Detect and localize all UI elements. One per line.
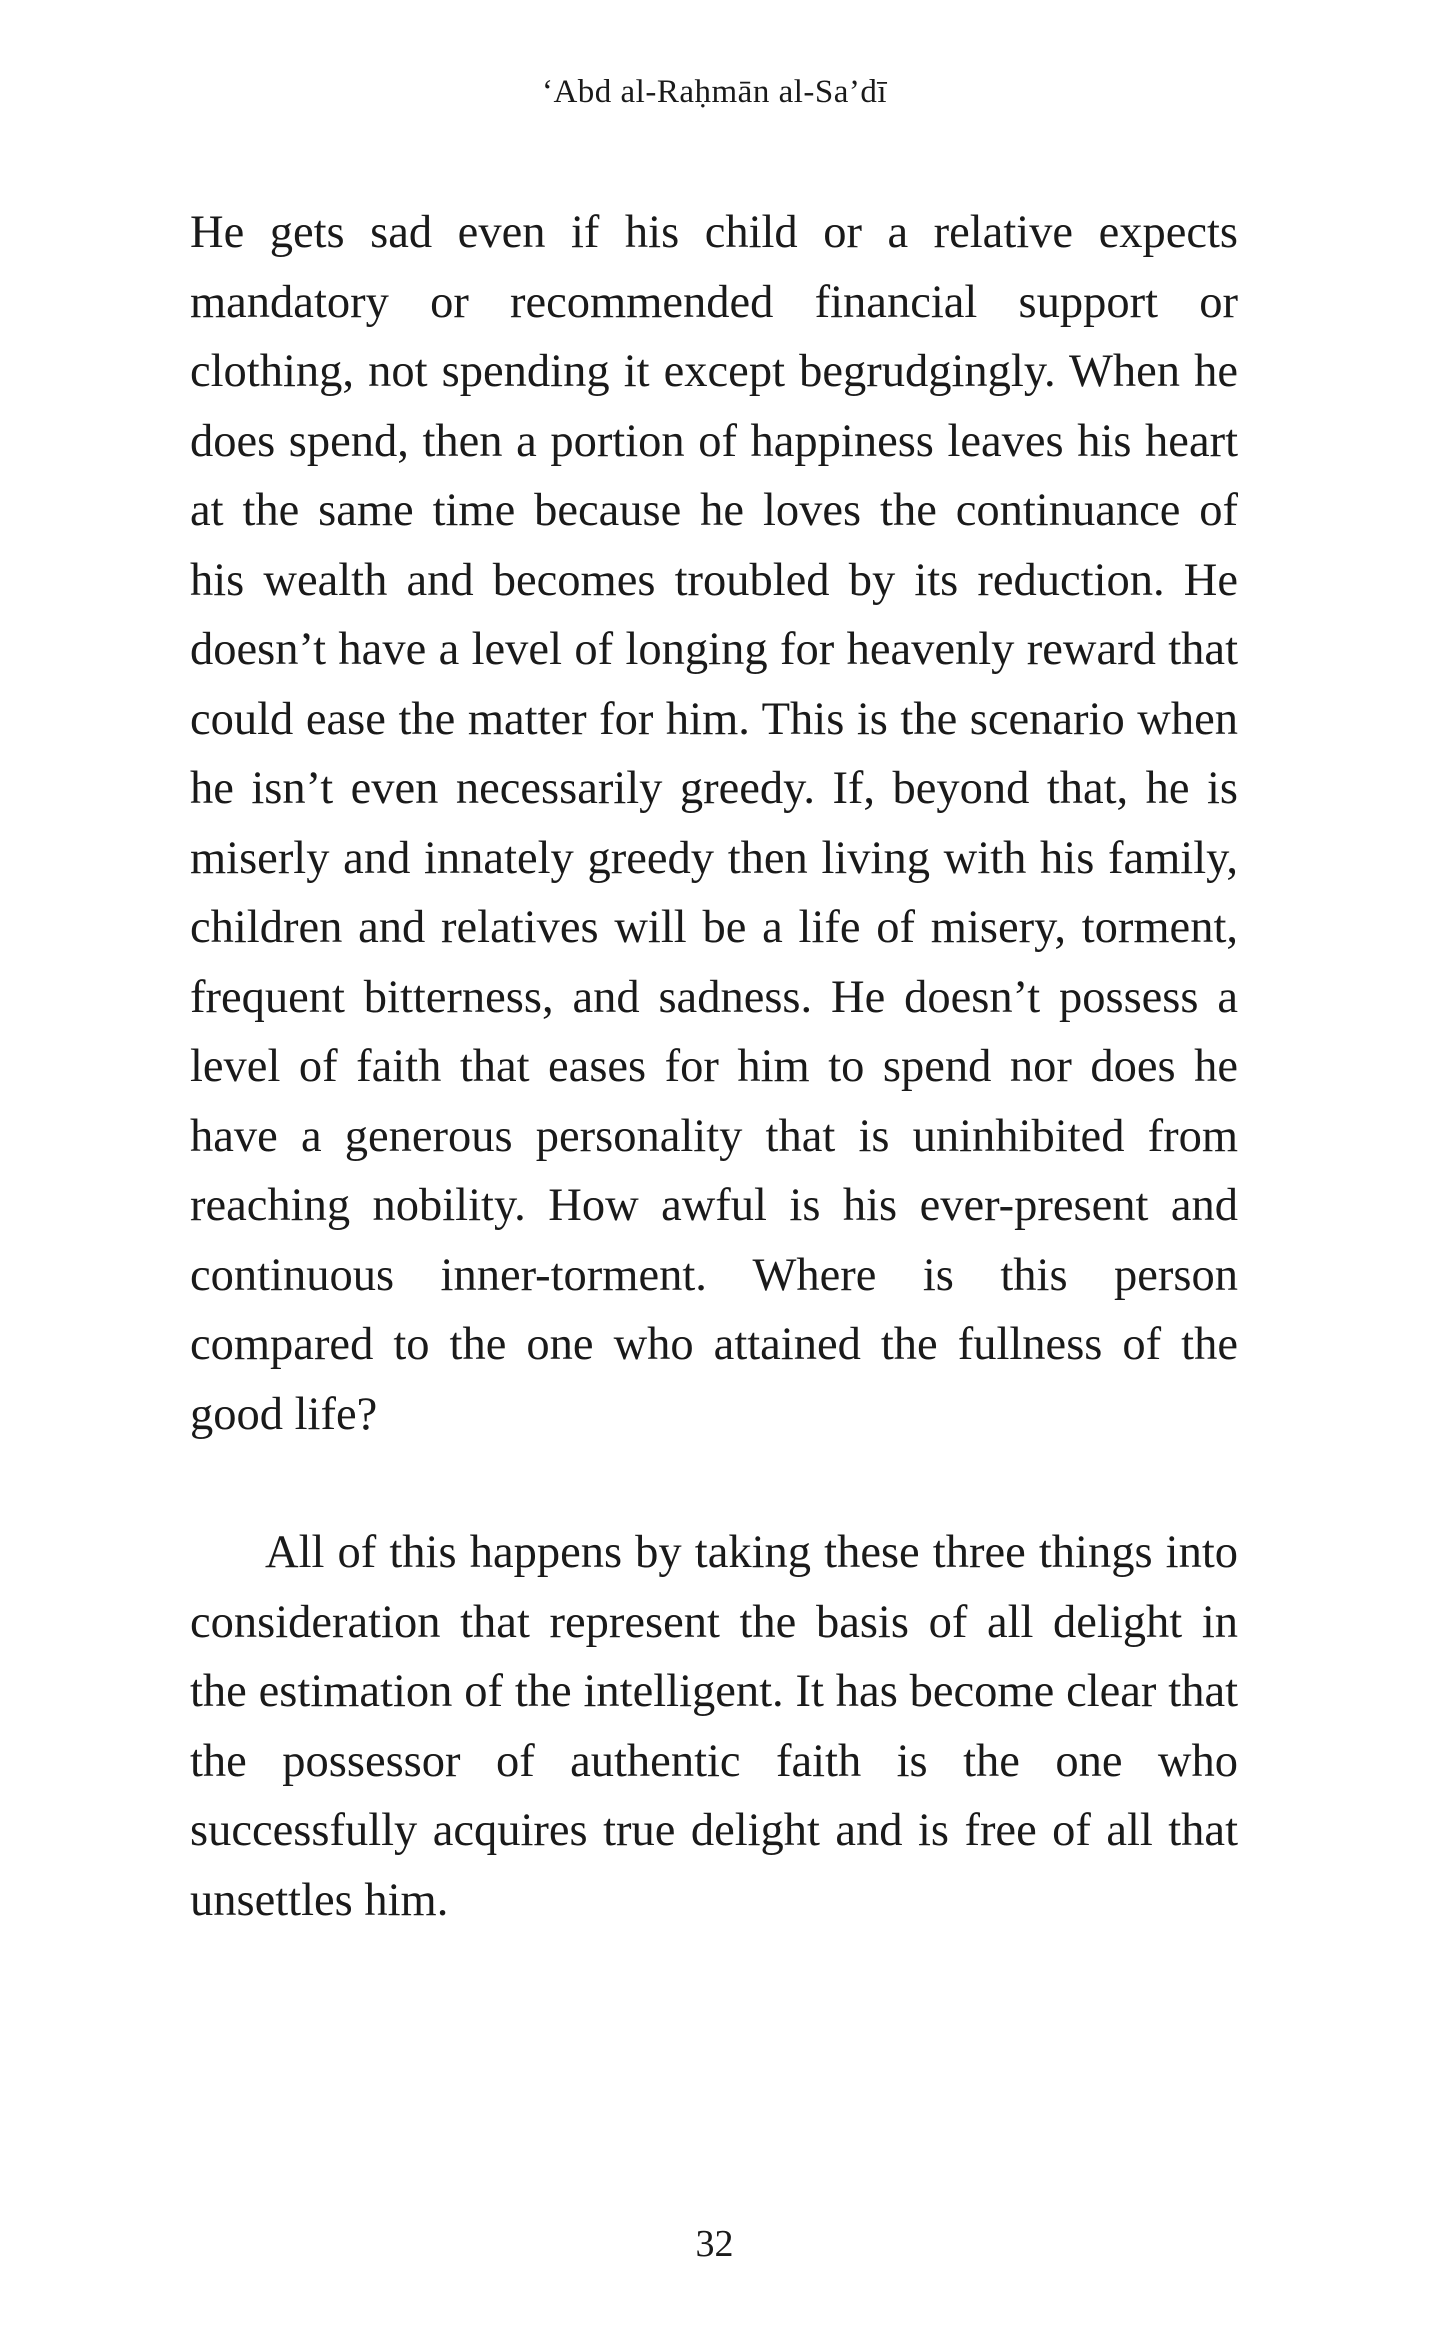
paragraph-1: He gets sad even if his child or a relative expects mandatory or recommended financial support or clothing, not spending it except begrudgingly. When he does spend, then a portion of happiness leaves his heart at the same time because he loves the continuance of his wealth and becomes troubled by its reduction. He doesn’t have a level of longing for heavenly reward that could ease the matter for him. This is the scenario when he isn’t even necessarily greedy. If, beyond that, he is miserly and innately greedy then living with his family, children and relatives will be a life of misery, torment, frequent bitterness, and sadness. He doesn’t possess a level of faith that eases for him to spend nor does he have a generous personality that is uninhibited from reaching nobility. How awful is his ever-present and continuous inner-torment. Where is this person compared to the one who attained the fullness of the good life? [190, 207, 1238, 1440]
page-number: 32 [695, 2223, 734, 2265]
running-header: ‘Abd al-Raḥmān al-Sa’dī [541, 74, 888, 110]
paragraph-2: All of this happens by taking these three things into consideration that represent the basis of all delight in the estimation of the intelligent. It has become clear that the possessor of authentic faith is the one who successfully acquires true delight and is free of all that unsettles him. [190, 1527, 1238, 1926]
body-text [190, 198, 1238, 1935]
